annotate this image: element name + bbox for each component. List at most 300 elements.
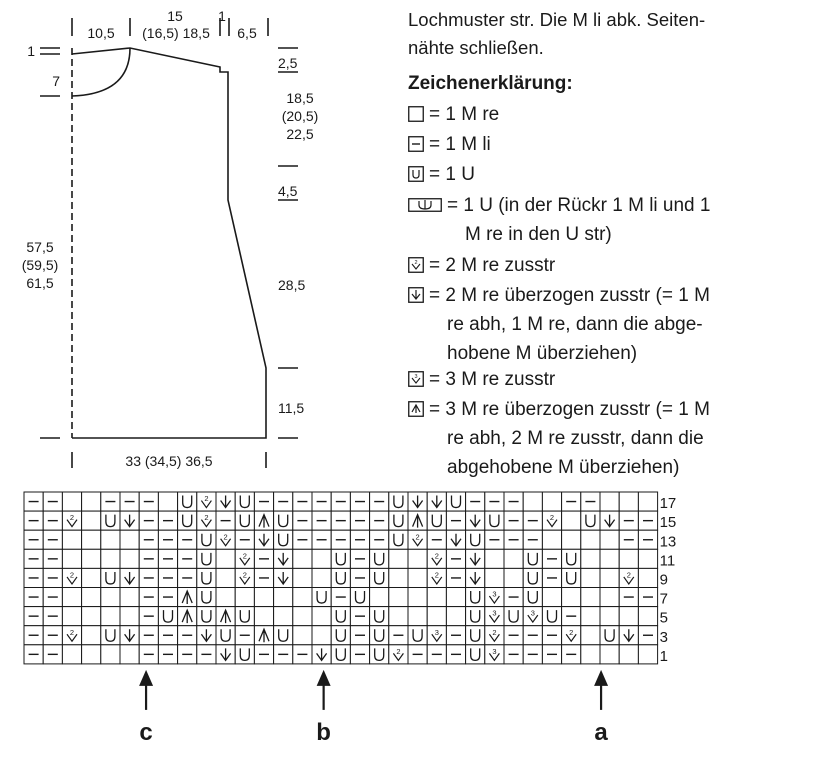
chart-cell xyxy=(43,492,62,511)
chart-cell xyxy=(24,511,43,530)
legend-item-sk2p-line-3: abgehobene M überziehen) xyxy=(447,457,680,478)
chart-cell xyxy=(24,588,43,607)
chart-cell xyxy=(43,530,62,549)
ssk-square-icon xyxy=(408,287,424,303)
chart-cell xyxy=(350,568,369,587)
chart-cell xyxy=(638,530,657,549)
cell-box xyxy=(638,568,657,587)
chart-cell xyxy=(235,645,254,664)
chart-cell xyxy=(254,607,273,626)
chart-cell xyxy=(254,626,273,645)
pattern-marker-b xyxy=(316,670,331,746)
chart-cell xyxy=(427,530,446,549)
chart-cell xyxy=(254,588,273,607)
cell-box xyxy=(62,645,81,664)
chart-cell xyxy=(197,645,216,664)
chart-cell xyxy=(562,588,581,607)
cell-box xyxy=(523,492,542,511)
chart-cell xyxy=(235,626,254,645)
cell-box xyxy=(638,607,657,626)
cell-box xyxy=(101,607,120,626)
chart-cell xyxy=(293,549,312,568)
cell-box xyxy=(158,492,177,511)
chart-cell xyxy=(446,607,465,626)
chart-cell xyxy=(331,549,350,568)
chart-cell xyxy=(485,645,504,664)
chart-cell xyxy=(542,549,561,568)
cell-box xyxy=(293,626,312,645)
top-left-label: 10,5 xyxy=(87,25,115,41)
legend-item-sk2p xyxy=(408,395,710,482)
chart-cell xyxy=(43,645,62,664)
k2tog-square-icon xyxy=(408,257,424,273)
cell-box xyxy=(485,549,504,568)
chart-cell xyxy=(139,492,158,511)
cell-box xyxy=(389,511,408,530)
decrease-count: 2 xyxy=(434,570,439,580)
double-yarn-over-icon xyxy=(408,198,442,212)
chart-cell xyxy=(389,568,408,587)
cell-box xyxy=(254,607,273,626)
chart-cell xyxy=(504,568,523,587)
chart-cell xyxy=(139,607,158,626)
chart-cell xyxy=(562,568,581,587)
chart-cell xyxy=(293,607,312,626)
cell-box xyxy=(370,607,389,626)
chart-cell xyxy=(331,588,350,607)
chart-cell xyxy=(427,568,446,587)
cell-box xyxy=(62,530,81,549)
chart-cell xyxy=(82,549,101,568)
legend-item-knit xyxy=(408,100,499,129)
chart-cell xyxy=(24,530,43,549)
chart-cell xyxy=(120,588,139,607)
left-top-label: 1 xyxy=(27,43,35,59)
cell-box xyxy=(312,568,331,587)
cell-box xyxy=(158,607,177,626)
chart-cell xyxy=(101,511,120,530)
bottom-width-label: 33 (34,5) 36,5 xyxy=(125,453,213,469)
chart-cell xyxy=(504,645,523,664)
chart-cell xyxy=(350,530,369,549)
chart-cell xyxy=(235,530,254,549)
cell-box xyxy=(62,492,81,511)
chart-cell xyxy=(542,645,561,664)
cell-box xyxy=(638,549,657,568)
cell-box xyxy=(562,530,581,549)
chart-cell xyxy=(446,549,465,568)
cell-box xyxy=(446,588,465,607)
cell-box xyxy=(216,588,235,607)
chart-cell xyxy=(120,549,139,568)
cell-box xyxy=(370,568,389,587)
cell-box xyxy=(178,492,197,511)
chart-cell xyxy=(504,549,523,568)
chart-cell xyxy=(619,607,638,626)
legend-heading: Zeichenerklärung: xyxy=(408,73,573,94)
decrease-count: 2 xyxy=(69,570,75,580)
cell-box xyxy=(274,530,293,549)
neckline-curve xyxy=(72,48,130,96)
chart-cell xyxy=(562,492,581,511)
chart-cell xyxy=(600,549,619,568)
cell-box xyxy=(542,492,561,511)
cell-box xyxy=(466,607,485,626)
chart-cell xyxy=(408,568,427,587)
chart-cell xyxy=(370,607,389,626)
chart-cell xyxy=(600,607,619,626)
cell-box xyxy=(235,511,254,530)
cell-box xyxy=(446,607,465,626)
chart-cell xyxy=(101,607,120,626)
instruction-line-1: Lochmuster str. Die M li abk. Seiten- xyxy=(408,9,706,30)
chart-cell xyxy=(216,549,235,568)
pattern-marker-c xyxy=(139,670,153,746)
marker-label: b xyxy=(316,718,331,746)
chart-cell xyxy=(101,492,120,511)
cell-box xyxy=(62,607,81,626)
chart-cell xyxy=(293,626,312,645)
chart-cell xyxy=(120,568,139,587)
legend-item-k2tog xyxy=(408,251,555,280)
cell-box xyxy=(427,607,446,626)
chart-cell xyxy=(600,645,619,664)
chart-cell xyxy=(24,626,43,645)
cell-box xyxy=(600,607,619,626)
chart-cell xyxy=(523,588,542,607)
chart-cell xyxy=(293,511,312,530)
chart-cell xyxy=(370,492,389,511)
chart-cell xyxy=(408,549,427,568)
chart-cell xyxy=(619,568,638,587)
instruction-text xyxy=(408,6,768,62)
legend-item-purl xyxy=(408,130,491,159)
left-neck-label: 7 xyxy=(52,73,60,89)
cell-box xyxy=(197,530,216,549)
cell-box xyxy=(408,607,427,626)
chart-cell xyxy=(504,588,523,607)
k3tog-square-icon xyxy=(408,371,424,387)
cell-box xyxy=(542,607,561,626)
chart-cell xyxy=(562,607,581,626)
pattern-marker-a xyxy=(594,670,608,746)
chart-cell xyxy=(62,549,81,568)
cell-box xyxy=(523,549,542,568)
chart-cell xyxy=(158,511,177,530)
cell-box xyxy=(216,568,235,587)
cell-box xyxy=(197,607,216,626)
chart-cell xyxy=(619,645,638,664)
chart-cell xyxy=(139,568,158,587)
chart-cell xyxy=(389,645,408,664)
chart-cell xyxy=(197,588,216,607)
chart-cell xyxy=(274,549,293,568)
cell-box xyxy=(523,588,542,607)
chart-cell xyxy=(619,626,638,645)
cell-box xyxy=(408,588,427,607)
cell-box xyxy=(82,492,101,511)
chart-cell xyxy=(370,511,389,530)
cell-box xyxy=(408,568,427,587)
chart-cell xyxy=(619,549,638,568)
chart-cell xyxy=(581,511,600,530)
right-hem-label: 11,5 xyxy=(278,400,305,416)
chart-cell xyxy=(312,511,331,530)
chart-cell xyxy=(254,530,273,549)
chart-cell xyxy=(370,645,389,664)
cell-box xyxy=(600,626,619,645)
chart-cell xyxy=(101,645,120,664)
cell-box xyxy=(331,645,350,664)
chart-cell xyxy=(82,626,101,645)
chart-cell xyxy=(331,568,350,587)
cell-box xyxy=(427,588,446,607)
cell-box xyxy=(619,645,638,664)
chart-cell xyxy=(350,645,369,664)
marker-arrow-head-icon xyxy=(139,670,153,686)
cell-box xyxy=(350,588,369,607)
chart-cell xyxy=(197,549,216,568)
cell-box xyxy=(408,549,427,568)
cell-box xyxy=(466,588,485,607)
knit-square-icon xyxy=(408,106,424,122)
chart-cell xyxy=(600,530,619,549)
row-number: 1 xyxy=(659,647,668,665)
cell-box xyxy=(82,645,101,664)
chart-cell xyxy=(523,530,542,549)
marker-arrow-head-icon xyxy=(594,670,608,686)
chart-cell xyxy=(427,549,446,568)
legend-item-double-yarn-over xyxy=(408,191,710,249)
chart-cell xyxy=(178,588,197,607)
chart-cell xyxy=(542,530,561,549)
cell-box xyxy=(216,549,235,568)
chart-cell xyxy=(619,530,638,549)
chart-cell xyxy=(235,568,254,587)
purl-square-icon xyxy=(408,136,424,152)
cell-box xyxy=(197,588,216,607)
chart-cell xyxy=(62,645,81,664)
chart-cell xyxy=(312,492,331,511)
garment-schematic xyxy=(40,18,298,468)
chart-cell xyxy=(581,530,600,549)
chart-cell xyxy=(235,607,254,626)
chart-cell xyxy=(523,492,542,511)
chart-cell xyxy=(504,626,523,645)
chart-cell xyxy=(638,607,657,626)
chart-cell xyxy=(216,511,235,530)
cell-box xyxy=(600,549,619,568)
chart-cell xyxy=(101,549,120,568)
chart-cell xyxy=(293,588,312,607)
chart-cell xyxy=(158,645,177,664)
cell-box xyxy=(101,549,120,568)
cell-box xyxy=(274,511,293,530)
chart-cell xyxy=(638,568,657,587)
decrease-count: 3 xyxy=(492,589,497,599)
legend-item-ssk-line-3: hobene M überziehen) xyxy=(447,343,638,364)
chart-cell xyxy=(562,645,581,664)
decrease-count: 2 xyxy=(549,513,555,523)
cell-box xyxy=(523,568,542,587)
cell-box xyxy=(638,492,657,511)
chart-cell xyxy=(523,511,542,530)
chart-cell xyxy=(62,492,81,511)
chart-cell xyxy=(408,530,427,549)
cell-box xyxy=(120,530,139,549)
chart-cell xyxy=(120,492,139,511)
chart-cell xyxy=(82,511,101,530)
decrease-count: 2 xyxy=(492,627,497,637)
legend-item-ssk-line-2: re abh, 1 M re, dann die abge- xyxy=(447,314,703,335)
legend-item-k3tog xyxy=(408,365,555,394)
cell-box xyxy=(82,588,101,607)
legend-item-k3tog-text: = 3 M re zusstr xyxy=(429,369,556,390)
cell-box xyxy=(120,588,139,607)
svg-text:2: 2 xyxy=(414,260,418,266)
chart-cell xyxy=(216,645,235,664)
decrease-count: 3 xyxy=(434,627,439,637)
cell-box xyxy=(331,626,350,645)
chart-cell xyxy=(427,492,446,511)
decrease-count: 2 xyxy=(569,627,574,637)
cell-box xyxy=(600,588,619,607)
cell-box xyxy=(293,588,312,607)
chart-cell xyxy=(312,549,331,568)
cell-box xyxy=(82,549,101,568)
chart-cell xyxy=(523,607,542,626)
decrease-count: 2 xyxy=(69,627,75,637)
chart-cell xyxy=(24,549,43,568)
row-number: 11 xyxy=(659,552,676,570)
chart-cell xyxy=(446,626,465,645)
chart-cell xyxy=(638,492,657,511)
chart-cell xyxy=(485,492,504,511)
cell-box xyxy=(581,626,600,645)
decrease-count: 2 xyxy=(69,513,75,523)
chart-cell xyxy=(562,626,581,645)
chart-cell xyxy=(600,568,619,587)
cell-box xyxy=(293,549,312,568)
cell-box xyxy=(82,626,101,645)
cell-box xyxy=(120,549,139,568)
chart-cell xyxy=(370,530,389,549)
chart-cell xyxy=(178,626,197,645)
decrease-count: 3 xyxy=(492,646,497,656)
chart-cell xyxy=(581,626,600,645)
chart-cell xyxy=(254,511,273,530)
legend-item-yarn-over xyxy=(408,160,475,189)
chart-cell xyxy=(638,511,657,530)
chart-cell xyxy=(82,607,101,626)
right-side-label: 28,5 xyxy=(278,277,306,293)
chart-cell xyxy=(274,607,293,626)
chart-cell xyxy=(350,626,369,645)
chart-cell xyxy=(24,568,43,587)
chart-cell xyxy=(638,549,657,568)
chart-cell xyxy=(101,588,120,607)
chart-cell xyxy=(523,549,542,568)
chart-cell xyxy=(389,626,408,645)
chart-cell xyxy=(600,511,619,530)
chart-cell xyxy=(581,607,600,626)
chart-cell xyxy=(581,645,600,664)
chart-cell xyxy=(235,588,254,607)
chart-cell xyxy=(120,511,139,530)
cell-box xyxy=(562,588,581,607)
chart-cell xyxy=(523,645,542,664)
cell-box xyxy=(101,588,120,607)
chart-cell xyxy=(331,645,350,664)
chart-cell xyxy=(466,530,485,549)
cell-box xyxy=(82,607,101,626)
cell-box xyxy=(274,607,293,626)
cell-box xyxy=(370,626,389,645)
chart-cell xyxy=(466,607,485,626)
row-number: 3 xyxy=(659,628,668,646)
chart-cell xyxy=(139,588,158,607)
chart-cell xyxy=(62,568,81,587)
chart-cell xyxy=(274,530,293,549)
chart-cell xyxy=(542,568,561,587)
chart-cell xyxy=(370,588,389,607)
cell-box xyxy=(600,492,619,511)
chart-cell xyxy=(139,645,158,664)
decrease-count: 2 xyxy=(626,570,631,580)
chart-cell xyxy=(82,645,101,664)
right-shoulder-label: 2,5 xyxy=(278,55,298,71)
cell-box xyxy=(466,626,485,645)
chart-cell xyxy=(254,492,273,511)
cell-box xyxy=(485,511,504,530)
row-number: 5 xyxy=(659,609,668,627)
chart-cell xyxy=(293,645,312,664)
cell-box xyxy=(619,607,638,626)
chart-cell xyxy=(466,549,485,568)
chart-cell xyxy=(485,530,504,549)
chart-cell xyxy=(446,511,465,530)
chart-cell xyxy=(466,492,485,511)
legend-item-sk2p-line-1: = 3 M re überzogen zusstr (= 1 M xyxy=(429,399,710,420)
chart-cell xyxy=(197,511,216,530)
chart-cell xyxy=(466,645,485,664)
legend-item-knit-text: = 1 M re xyxy=(429,104,500,125)
chart-cell xyxy=(408,607,427,626)
left-height-label-1: 57,5 xyxy=(26,239,54,255)
cell-box xyxy=(600,568,619,587)
chart-cell xyxy=(178,492,197,511)
chart-cell xyxy=(446,588,465,607)
chart-cell xyxy=(427,626,446,645)
chart-cell xyxy=(62,511,81,530)
chart-cell xyxy=(216,568,235,587)
chart-cell xyxy=(542,588,561,607)
chart-cell xyxy=(331,511,350,530)
chart-cell xyxy=(638,626,657,645)
chart-cell xyxy=(235,549,254,568)
chart-cell xyxy=(274,626,293,645)
chart-cell xyxy=(504,492,523,511)
right-underarm-label: 4,5 xyxy=(278,183,298,199)
chart-cell xyxy=(120,607,139,626)
marker-arrow-head-icon xyxy=(317,670,331,686)
cell-box xyxy=(274,626,293,645)
row-number: 7 xyxy=(659,590,668,608)
sk2p-square-icon xyxy=(408,401,424,417)
chart-cell xyxy=(274,645,293,664)
chart-cell xyxy=(581,492,600,511)
chart-cell xyxy=(446,645,465,664)
